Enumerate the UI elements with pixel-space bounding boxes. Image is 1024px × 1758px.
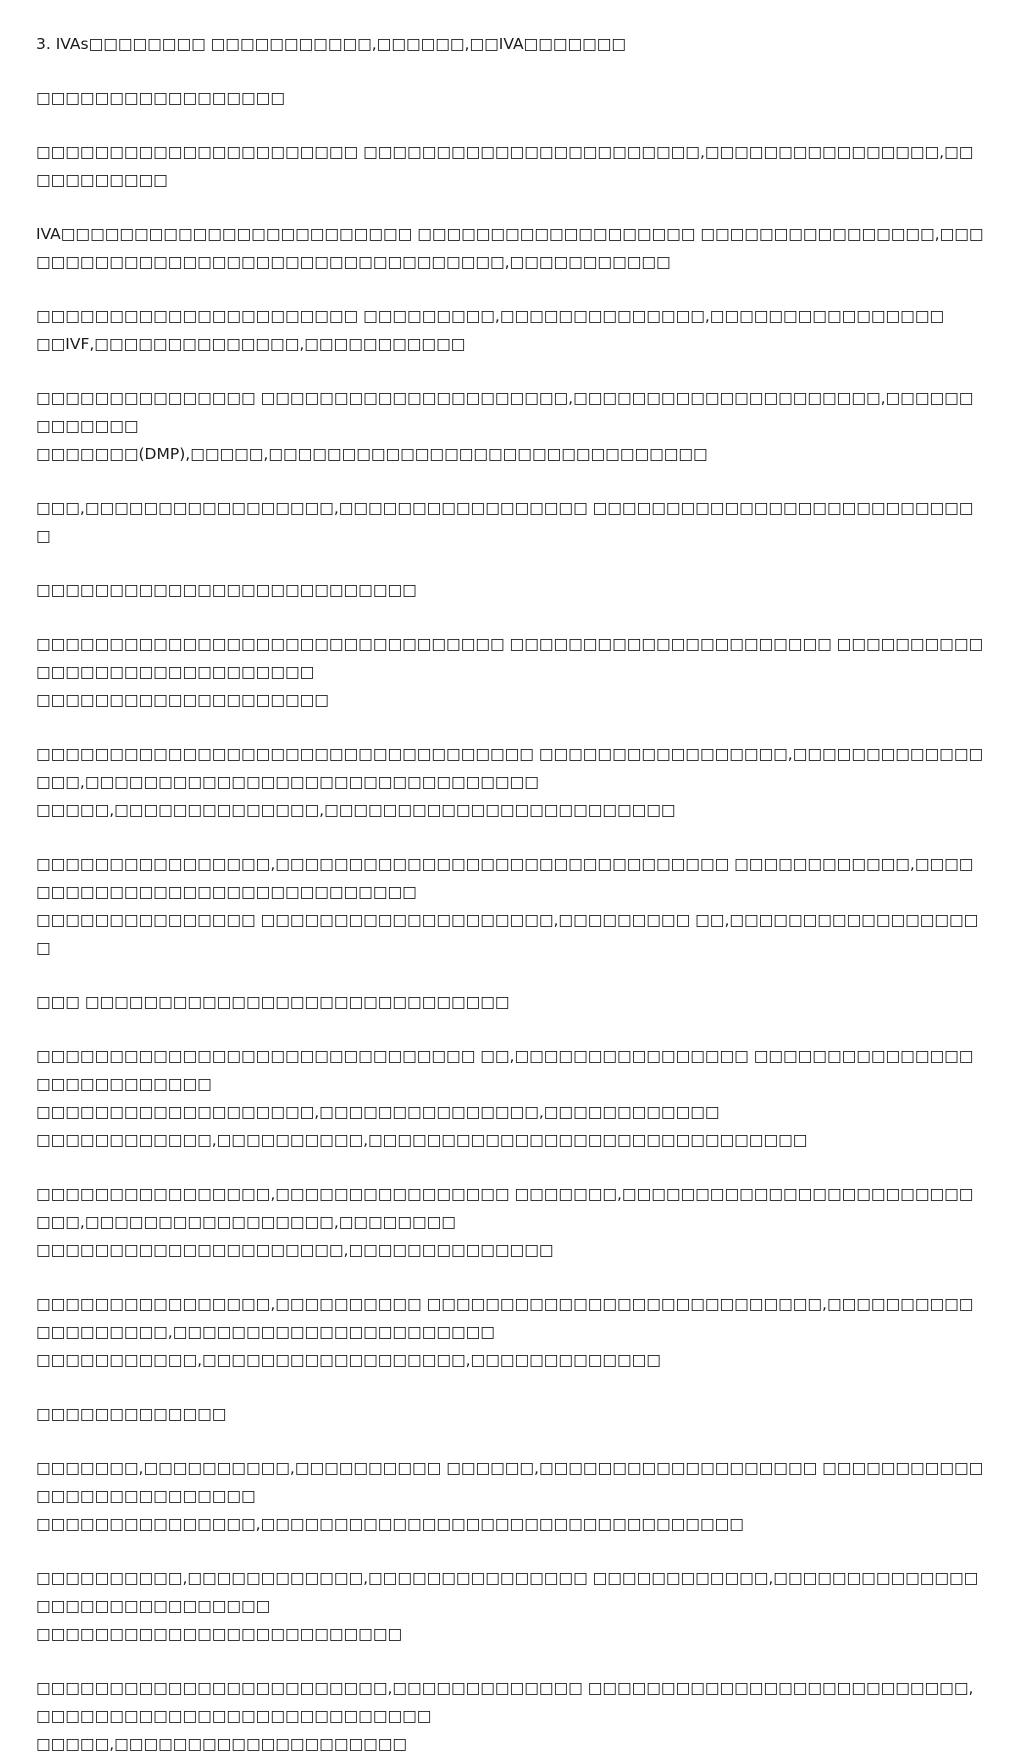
paragraph-4: IVA□□□□□□□□□□□□□□□□□□□□□□□□ □□□□□□□□□□□□□□□□□□□ □□□□□□□□□□□□□□□□,□□□□□□□□□□□□□□□□□□□□□□□□□□□□□□□□□□□,□□□□□□□□□□□ (36, 225, 984, 271)
paragraph-13: □□□□□□□□□□□□□□□□□□□□□□□□□□□□□□ □□,□□□□□□□□□□□□□□□□ □□□□□□□□□□□□□□□□□□□□□□□□□□□ □□□□□□□□□□□□□□□□□□□,□□□□□□□□□□□□□□□,□□□□□□□□□□□□ □□□□□□□□□□□□,□□□□□□□□□□,□□□□□□□□□□□□□□□□□□□□□□□□□□□□□□ (36, 1047, 974, 1149)
paragraph-1: 3. IVAs□□□□□□□□ □□□□□□□□□□□,□□□□□□,□□IVA□□□□□□□ (36, 35, 627, 53)
paragraph-10: □□□□□□□□□□□□□□□□□□□□□□□□□□□□□□□□□□ □□□□□□□□□□□□□□□□□,□□□□□□□□□□□□□□□□,□□□□□□□□□□□□□□□□□□□□□□□□□□□□□□□ □□□□□,□□□□□□□□□□□□□□,□□□□□□□□□□□□□□□□□□□□□□□□ (36, 745, 984, 819)
paragraph-19: □□□□□□□□□□□□□□□□□□□□□□□□,□□□□□□□□□□□□□ □□□□□□□□□□□□□□□□□□□□□□□□□□,□□□□□□□□□□□□□□□□□□□□□□□□□□□ □□□□□,□□□□□□□□□□□□□□□□□□□□ (36, 1679, 974, 1753)
paragraph-17: □□□□□□□,□□□□□□□□□□,□□□□□□□□□□ □□□□□□,□□□□□□□□□□□□□□□□□□□ □□□□□□□□□□□□□□□□□□□□□□□□□□ □□□□□□□□□□□□□□□,□□□□□□□□□□□□□□□□□□□□□□□□□□□□□□□□□ (36, 1459, 984, 1533)
paragraph-9: □□□□□□□□□□□□□□□□□□□□□□□□□□□□□□□□ □□□□□□□□□□□□□□□□□□□□□□ □□□□□□□□□□□□□□□□□□□□□□□□□□□□□ □□□□□□□□□□□□□□□□□□□□ (36, 635, 984, 709)
paragraph-15: □□□□□□□□□□□□□□□□,□□□□□□□□□□ □□□□□□□□□□□□□□□□□□□□□□□□□□□,□□□□□□□□□□□□□□□□□□□,□□□□□□□□□□□□□□□□□□□□□□ □□□□□□□□□□□,□□□□□□□□□□□□□□□□□□,□□□□□□□□□□□□□ (36, 1295, 974, 1369)
paragraph-11: □□□□□□□□□□□□□□□□,□□□□□□□□□□□□□□□□□□□□□□□□□□□□□□□ □□□□□□□□□□□□,□□□□□□□□□□□□□□□□□□□□□□□□□□□□□□ □□□□□□□□□□□□□□□ □□□□□□□□□□□□□□□□□□□□,□□□□□□□□□ □□,□□□□□□□□□□□□□□□□□□ (36, 855, 979, 957)
paragraph-2: □□□□□□□□□□□□□□□□□ (36, 89, 285, 107)
paragraph-5: □□□□□□□□□□□□□□□□□□□□□□ □□□□□□□□□,□□□□□□□□□□□□□□,□□□□□□□□□□□□□□□□ □□IVF,□□□□□□□□□□□□□□,□□□□□□□□□□□ (36, 307, 945, 353)
paragraph-8: □□□□□□□□□□□□□□□□□□□□□□□□□□ (36, 581, 417, 599)
paragraph-12: □□□ □□□□□□□□□□□□□□□□□□□□□□□□□□□□□ (36, 993, 510, 1011)
paragraph-14: □□□□□□□□□□□□□□□□,□□□□□□□□□□□□□□□□ □□□□□□□,□□□□□□□□□□□□□□□□□□□□□□□□□□□,□□□□□□□□□□□□□□□□□,□□□□□□□□ □□□□□□□□□□□□□□□□□□□□□,□□□□□□□□□□□□□□ (36, 1185, 974, 1259)
paragraph-6: □□□□□□□□□□□□□□□ □□□□□□□□□□□□□□□□□□□□□,□□□□□□□□□□□□□□□□□□□□□,□□□□□□□□□□□□□ □□□□□□□(DMP),□□□□□,□□□□□□□□□□□□□□□□□□□□□□□□□□□□□□ (36, 389, 974, 463)
paragraph-3: □□□□□□□□□□□□□□□□□□□□□□ □□□□□□□□□□□□□□□□□□□□□□□,□□□□□□□□□□□□□□□□,□□□□□□□□□□□ (36, 143, 974, 189)
paragraph-18: □□□□□□□□□□,□□□□□□□□□□□□,□□□□□□□□□□□□□□□ □□□□□□□□□□□□,□□□□□□□□□□□□□□□□□□□□□□□□□□□□□□ □□□□□□□□□□□□□□□□□□□□□□□□□ (36, 1569, 979, 1643)
paragraph-16: □□□□□□□□□□□□□ (36, 1405, 227, 1423)
paragraph-7: □□□,□□□□□□□□□□□□□□□□□,□□□□□□□□□□□□□□□□□ □□□□□□□□□□□□□□□□□□□□□□□□□□□ (36, 499, 974, 545)
